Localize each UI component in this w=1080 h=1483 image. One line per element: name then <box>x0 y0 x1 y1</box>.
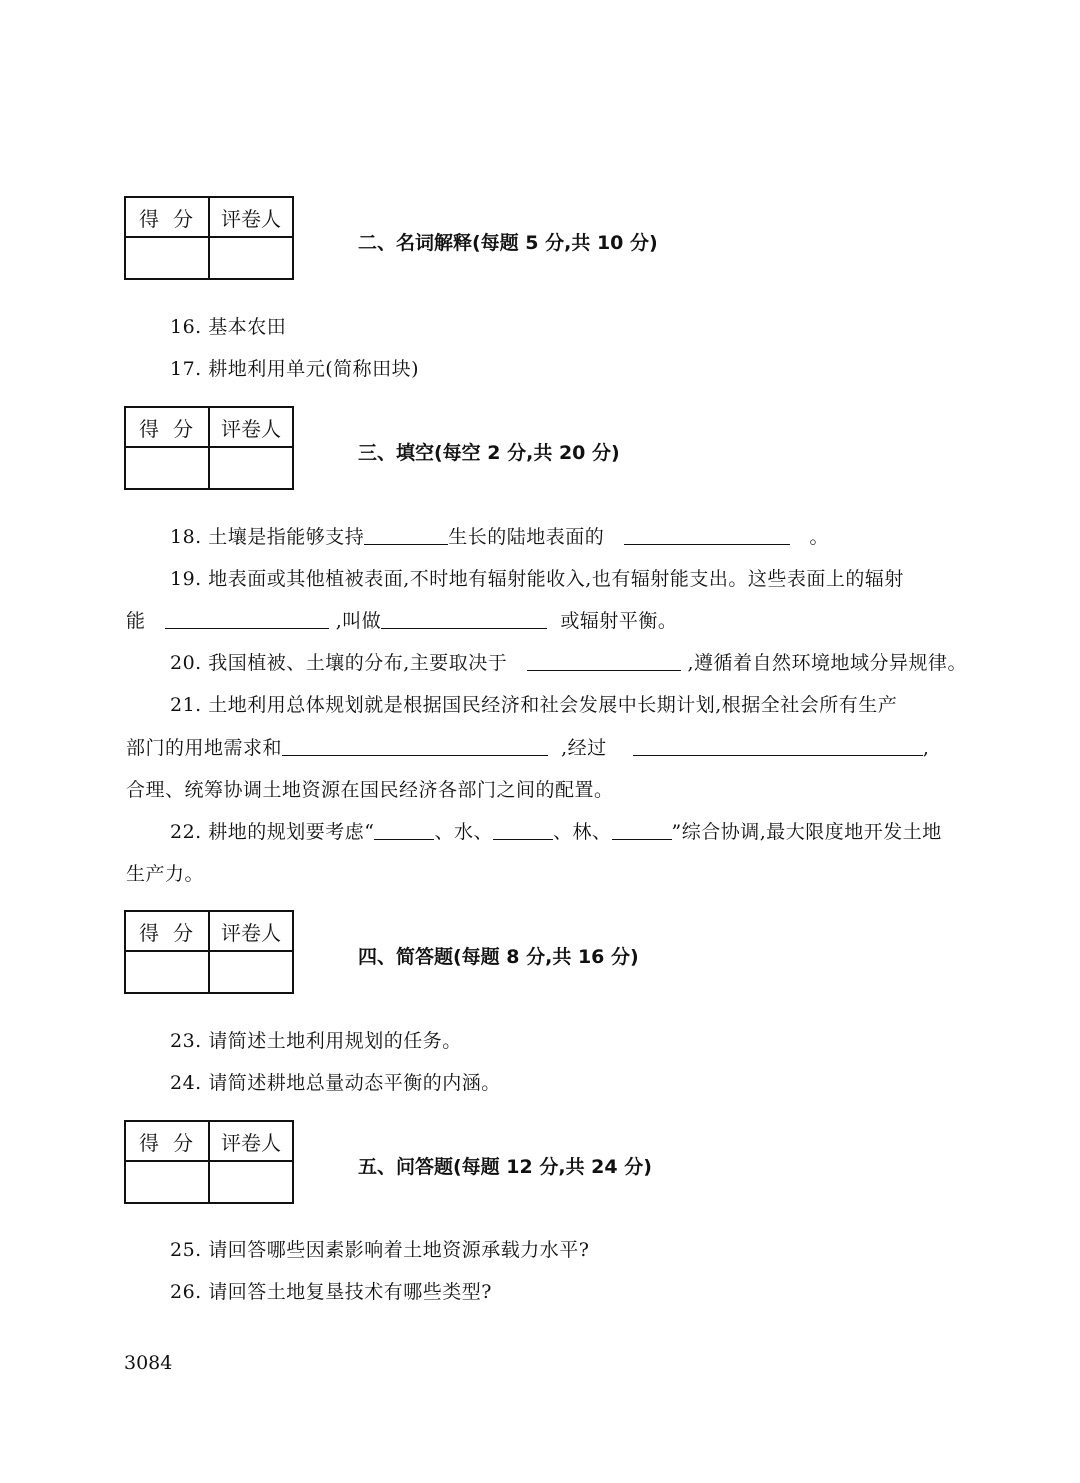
question-19-line1: 19. 地表面或其他植被表面,不时地有辐射能收入,也有辐射能支出。这些表面上的辐射 <box>170 568 904 590</box>
question-21-line3: 合理、统筹协调土地资源在国民经济各部门之间的配置。 <box>126 779 614 801</box>
score-label: 得分 <box>126 408 210 448</box>
question-16: 16. 基本农田 <box>170 316 287 338</box>
question-21-line2 <box>126 733 929 760</box>
blank[interactable] <box>527 651 681 671</box>
q22-text-c: 、林、 <box>553 821 612 843</box>
question-17: 17. 耕地利用单元(简称田块) <box>170 358 420 380</box>
grader-cell[interactable] <box>210 448 292 488</box>
score-box <box>124 1120 294 1204</box>
q21-text-c: , <box>922 737 930 759</box>
score-cell[interactable] <box>126 952 210 992</box>
grader-label: 评卷人 <box>210 912 292 952</box>
score-cell[interactable] <box>126 448 210 488</box>
section-title-2: 二、名词解释(每题 5 分,共 10 分) <box>358 232 658 254</box>
blank[interactable] <box>624 525 790 545</box>
question-21-line1: 21. 土地利用总体规划就是根据国民经济和社会发展中长期计划,根据全社会所有生产 <box>170 694 898 716</box>
page-code: 3084 <box>124 1352 173 1374</box>
section-title-4: 四、简答题(每题 8 分,共 16 分) <box>358 946 639 968</box>
grader-cell[interactable] <box>210 952 292 992</box>
q19-text-c: 或辐射平衡。 <box>560 610 678 632</box>
q19-text-b: ,叫做 <box>335 610 382 632</box>
blank[interactable] <box>381 609 547 629</box>
score-cell[interactable] <box>126 1162 210 1202</box>
score-cell[interactable] <box>126 238 210 278</box>
question-24: 24. 请简述耕地总量动态平衡的内涵。 <box>170 1072 501 1094</box>
q21-text-a: 部门的用地需求和 <box>126 737 283 759</box>
grader-cell[interactable] <box>210 1162 292 1202</box>
q18-text-c: 。 <box>809 526 830 548</box>
q21-text-b: ,经过 <box>561 737 607 759</box>
grader-label: 评卷人 <box>210 198 292 238</box>
question-25: 25. 请回答哪些因素影响着土地资源承载力水平? <box>170 1239 590 1261</box>
question-22-line2: 生产力。 <box>126 863 205 885</box>
blank[interactable] <box>364 525 448 545</box>
section-title-5: 五、问答题(每题 12 分,共 24 分) <box>358 1156 652 1178</box>
section-title-3: 三、填空(每空 2 分,共 20 分) <box>358 442 620 464</box>
q19-text-a: 能 <box>126 610 146 632</box>
q18-text-a: 18. 土壤是指能够支持 <box>170 526 365 548</box>
question-26: 26. 请回答土地复垦技术有哪些类型? <box>170 1281 492 1303</box>
question-18 <box>170 522 829 549</box>
grader-label: 评卷人 <box>210 1122 292 1162</box>
score-box <box>124 406 294 490</box>
grader-cell[interactable] <box>210 238 292 278</box>
q20-text-b: ,遵循着自然环境地域分异规律。 <box>687 652 968 674</box>
grader-label: 评卷人 <box>210 408 292 448</box>
question-23: 23. 请简述土地利用规划的任务。 <box>170 1030 462 1052</box>
q22-text-a: 22. 耕地的规划要考虑“ <box>170 821 375 843</box>
q22-text-d: ”综合协调,最大限度地开发土地 <box>671 821 942 843</box>
blank[interactable] <box>493 820 553 840</box>
q20-text-a: 20. 我国植被、土壤的分布,主要取决于 <box>170 652 508 674</box>
question-19-line2 <box>126 606 677 633</box>
score-label: 得分 <box>126 1122 210 1162</box>
question-20 <box>170 648 967 675</box>
score-box <box>124 196 294 280</box>
question-22-line1 <box>170 817 942 844</box>
score-box <box>124 910 294 994</box>
blank[interactable] <box>633 736 923 756</box>
q22-text-b: 、水、 <box>434 821 493 843</box>
blank[interactable] <box>612 820 672 840</box>
blank[interactable] <box>374 820 434 840</box>
blank[interactable] <box>165 609 329 629</box>
q18-text-b: 生长的陆地表面的 <box>448 526 605 548</box>
blank[interactable] <box>282 736 548 756</box>
score-label: 得分 <box>126 198 210 238</box>
score-label: 得分 <box>126 912 210 952</box>
